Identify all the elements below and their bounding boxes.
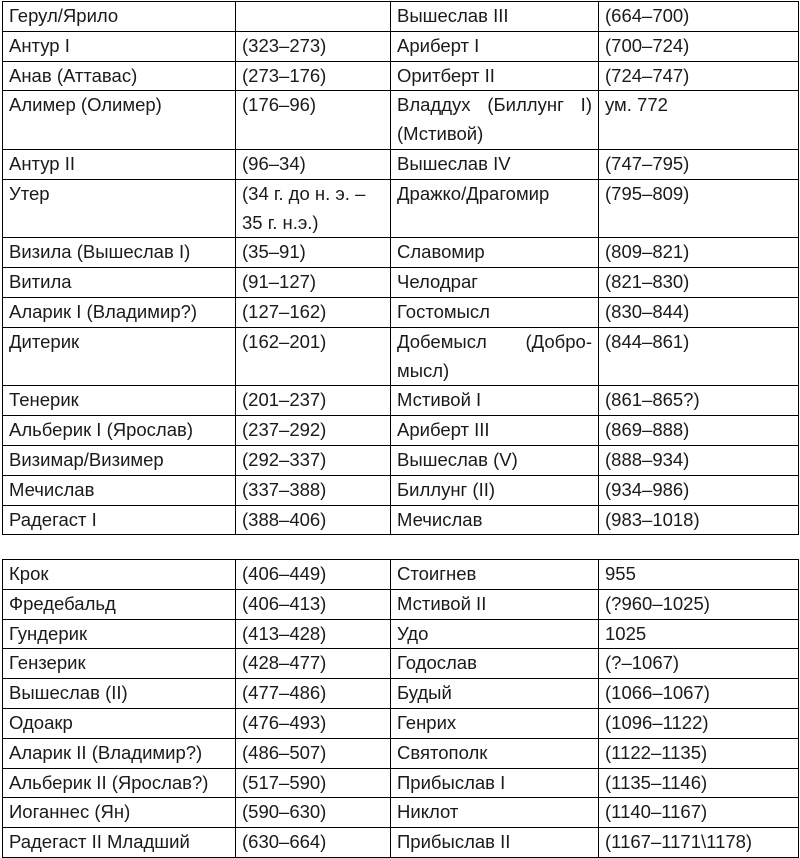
reign-years-cell: (888–934) (599, 445, 799, 475)
ruler-name-cell: Альберик II (Ярослав?) (3, 768, 236, 798)
reign-years-cell: (590–630) (236, 798, 391, 828)
ruler-name-cell: Удо (391, 619, 599, 649)
ruler-name-cell: Прибыслав I (391, 768, 599, 798)
table-row (3, 445, 799, 475)
reign-years-cell: (127–162) (236, 297, 391, 327)
reign-years-cell: (630–664) (236, 828, 391, 858)
reign-years-cell: (413–428) (236, 619, 391, 649)
table-row (3, 327, 799, 386)
ruler-name-cell: Визила (Вышеслав I) (3, 238, 236, 268)
ruler-name-cell: Визимар/Визимер (3, 445, 236, 475)
ruler-name-cell: Фредебальд (3, 589, 236, 619)
reign-years-cell: (323–273) (236, 31, 391, 61)
reign-years-cell: (724–747) (599, 61, 799, 91)
rulers-table-2 (2, 559, 799, 858)
table-row (3, 505, 799, 535)
table-row (3, 589, 799, 619)
ruler-name-cell: Славомир (391, 238, 599, 268)
table-row (3, 91, 799, 150)
rulers-table-1-body (3, 2, 799, 535)
reign-years-cell: ум. 772 (599, 91, 799, 150)
ruler-name-cell: Анав (Аттавас) (3, 61, 236, 91)
reign-years-cell: (934–986) (599, 475, 799, 505)
ruler-name-cell: Вышеслав III (391, 2, 599, 32)
reign-years-cell: (1066–1067) (599, 679, 799, 709)
ruler-name-cell: Никлот (391, 798, 599, 828)
reign-years-cell: (477–486) (236, 679, 391, 709)
reign-years-cell: (795–809) (599, 179, 799, 238)
rulers-table-1 (2, 1, 799, 535)
reign-years-cell: (821–830) (599, 268, 799, 298)
table-row (3, 61, 799, 91)
reign-years-cell: (292–337) (236, 445, 391, 475)
table-row (3, 386, 799, 416)
ruler-name-cell: Аларик I (Владимир?) (3, 297, 236, 327)
ruler-name-cell: Мечислав (3, 475, 236, 505)
ruler-name-cell: Герул/Ярило (3, 2, 236, 32)
reign-years-cell: (406–413) (236, 589, 391, 619)
table-row (3, 416, 799, 446)
reign-years-cell: (700–724) (599, 31, 799, 61)
reign-years-cell: (34 г. до н. э. – 35 г. н.э.) (236, 179, 391, 238)
table-row (3, 738, 799, 768)
ruler-name-cell: Вышеслав IV (391, 149, 599, 179)
reign-years-cell: (?–1067) (599, 649, 799, 679)
table-row (3, 179, 799, 238)
reign-years-cell: (406–449) (236, 560, 391, 590)
reign-years-cell: (1122–1135) (599, 738, 799, 768)
ruler-name-cell: Антур I (3, 31, 236, 61)
reign-years-cell: (237–292) (236, 416, 391, 446)
ruler-name-cell: Утер (3, 179, 236, 238)
reign-years-cell: (91–127) (236, 268, 391, 298)
reign-years-cell: (201–237) (236, 386, 391, 416)
ruler-name-cell: Добемысл (Добро-мысл) (391, 327, 599, 386)
ruler-name-cell: Челодраг (391, 268, 599, 298)
ruler-name-cell: Гензерик (3, 649, 236, 679)
ruler-name-cell: Радегаст II Младший (3, 828, 236, 858)
table-row (3, 149, 799, 179)
reign-years-cell: 955 (599, 560, 799, 590)
table-row (3, 679, 799, 709)
ruler-name-cell: Дражко/Драгомир (391, 179, 599, 238)
reign-years-cell: (388–406) (236, 505, 391, 535)
reign-years-cell: (162–201) (236, 327, 391, 386)
reign-years-cell: 1025 (599, 619, 799, 649)
reign-years-cell: (273–176) (236, 61, 391, 91)
ruler-name-cell: Гундерик (3, 619, 236, 649)
ruler-name-cell: Биллунг (II) (391, 475, 599, 505)
table-row (3, 649, 799, 679)
reign-years-cell: (1140–1167) (599, 798, 799, 828)
reign-years-cell: (869–888) (599, 416, 799, 446)
ruler-name-cell: Радегаст I (3, 505, 236, 535)
rulers-table-2-body (3, 560, 799, 858)
table-row (3, 798, 799, 828)
table-row (3, 768, 799, 798)
reign-years-cell: (476–493) (236, 708, 391, 738)
reign-years-cell: (428–477) (236, 649, 391, 679)
table-row (3, 297, 799, 327)
ruler-name-cell: Генрих (391, 708, 599, 738)
reign-years-cell: (809–821) (599, 238, 799, 268)
ruler-name-cell: Антур II (3, 149, 236, 179)
table-row (3, 2, 799, 32)
reign-years-cell: (1135–1146) (599, 768, 799, 798)
reign-years-cell: (844–861) (599, 327, 799, 386)
reign-years-cell: (96–34) (236, 149, 391, 179)
table-row (3, 31, 799, 61)
ruler-name-cell: Оритберт II (391, 61, 599, 91)
ruler-name-cell: Мстивой II (391, 589, 599, 619)
reign-years-cell: (337–388) (236, 475, 391, 505)
table-row (3, 619, 799, 649)
ruler-name-cell: Витила (3, 268, 236, 298)
ruler-name-cell: Прибыслав II (391, 828, 599, 858)
ruler-name-cell: Дитерик (3, 327, 236, 386)
table-row (3, 475, 799, 505)
ruler-name-cell: Святополк (391, 738, 599, 768)
reign-years-cell: (35–91) (236, 238, 391, 268)
reign-years-cell: (1167–1171\1178) (599, 828, 799, 858)
reign-years-cell (236, 2, 391, 32)
ruler-name-cell: Крок (3, 560, 236, 590)
ruler-name-cell: Мстивой I (391, 386, 599, 416)
ruler-name-cell: Иоганнес (Ян) (3, 798, 236, 828)
table-row (3, 268, 799, 298)
table-row (3, 560, 799, 590)
reign-years-cell: (486–507) (236, 738, 391, 768)
ruler-name-cell: Тенерик (3, 386, 236, 416)
reign-years-cell: (176–96) (236, 91, 391, 150)
ruler-name-cell: Вышеслав (II) (3, 679, 236, 709)
reign-years-cell: (983–1018) (599, 505, 799, 535)
table-row (3, 828, 799, 858)
ruler-name-cell: Владдух (Биллунг I) (Мстивой) (391, 91, 599, 150)
reign-years-cell: (664–700) (599, 2, 799, 32)
reign-years-cell: (1096–1122) (599, 708, 799, 738)
ruler-name-cell: Будый (391, 679, 599, 709)
table-row (3, 708, 799, 738)
ruler-name-cell: Стоигнев (391, 560, 599, 590)
ruler-name-cell: Одоакр (3, 708, 236, 738)
ruler-name-cell: Годослав (391, 649, 599, 679)
table-row (3, 238, 799, 268)
ruler-name-cell: Алимер (Олимер) (3, 91, 236, 150)
ruler-name-cell: Ариберт III (391, 416, 599, 446)
reign-years-cell: (747–795) (599, 149, 799, 179)
ruler-name-cell: Ариберт I (391, 31, 599, 61)
reign-years-cell: (830–844) (599, 297, 799, 327)
ruler-name-cell: Аларик II (Владимир?) (3, 738, 236, 768)
reign-years-cell: (517–590) (236, 768, 391, 798)
ruler-name-cell: Вышеслав (V) (391, 445, 599, 475)
ruler-name-cell: Гостомысл (391, 297, 599, 327)
ruler-name-cell: Альберик I (Ярослав) (3, 416, 236, 446)
reign-years-cell: (861–865?) (599, 386, 799, 416)
ruler-name-cell: Мечислав (391, 505, 599, 535)
reign-years-cell: (?960–1025) (599, 589, 799, 619)
